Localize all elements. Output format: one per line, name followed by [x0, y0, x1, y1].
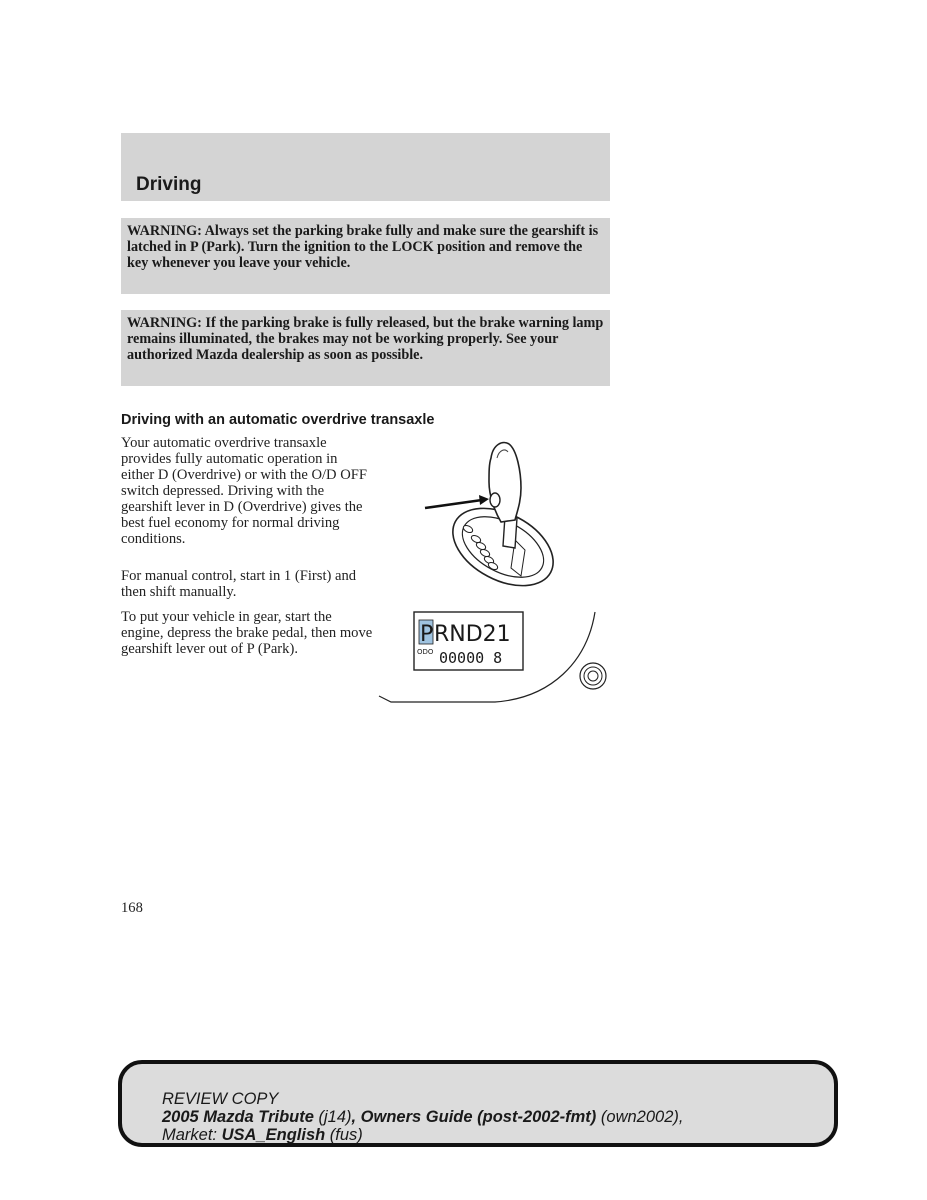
- shift-lock-button: [490, 493, 500, 507]
- warning-box-brake-lamp: WARNING: If the parking brake is fully released, but the brake warning lamp remains illuminated, the brakes may not be working properly. See your authorized Mazda dealership as soon as possible.: [121, 310, 610, 386]
- trip-reset-knob-icon: [580, 663, 606, 689]
- gearshift-illustration: [375, 436, 610, 706]
- warning-box-parking-brake: WARNING: Always set the parking brake fully and make sure the gearshift is latched in P (Park). Turn the ignition to the LOCK position and remove the key whenever you leave your vehicle.: [121, 218, 610, 294]
- page-title: Driving: [136, 174, 202, 195]
- selected-gear-letter: P: [420, 622, 434, 647]
- page-number: 168: [121, 900, 143, 916]
- section-header-band: [121, 133, 610, 201]
- footer-text: [162, 1090, 683, 1144]
- footer-line-publication: 2005 Mazda Tribute (j14), Owners Guide (post-2002-fmt) (own2002),: [162, 1108, 684, 1126]
- section-heading: Driving with an automatic overdrive transaxle: [121, 412, 435, 428]
- footer-line-review: REVIEW COPY: [162, 1090, 279, 1108]
- review-footer-box: [118, 1060, 838, 1147]
- arrow-indicator-icon: [425, 495, 489, 508]
- gear-positions: RND21: [434, 622, 511, 647]
- gear-indicator-display: [414, 612, 523, 670]
- odometer-label: ODO: [417, 648, 434, 656]
- paragraph-put-in-gear: To put your vehicle in gear, start the engine, depress the brake pedal, then move gearshift lever out of P (Park).: [121, 609, 373, 657]
- odometer-value: 00000 8: [439, 649, 503, 667]
- paragraph-overdrive: Your automatic overdrive transaxle provides fully automatic operation in either D (Overdrive) or with the O/D OFF switch depressed. Driving with the gearshift lever in D (Overdrive) gives the best fuel economy for normal driving conditions.: [121, 435, 368, 547]
- footer-line-market: Market: USA_English (fus): [162, 1126, 363, 1144]
- paragraph-manual-control: For manual control, start in 1 (First) and then shift manually.: [121, 568, 357, 600]
